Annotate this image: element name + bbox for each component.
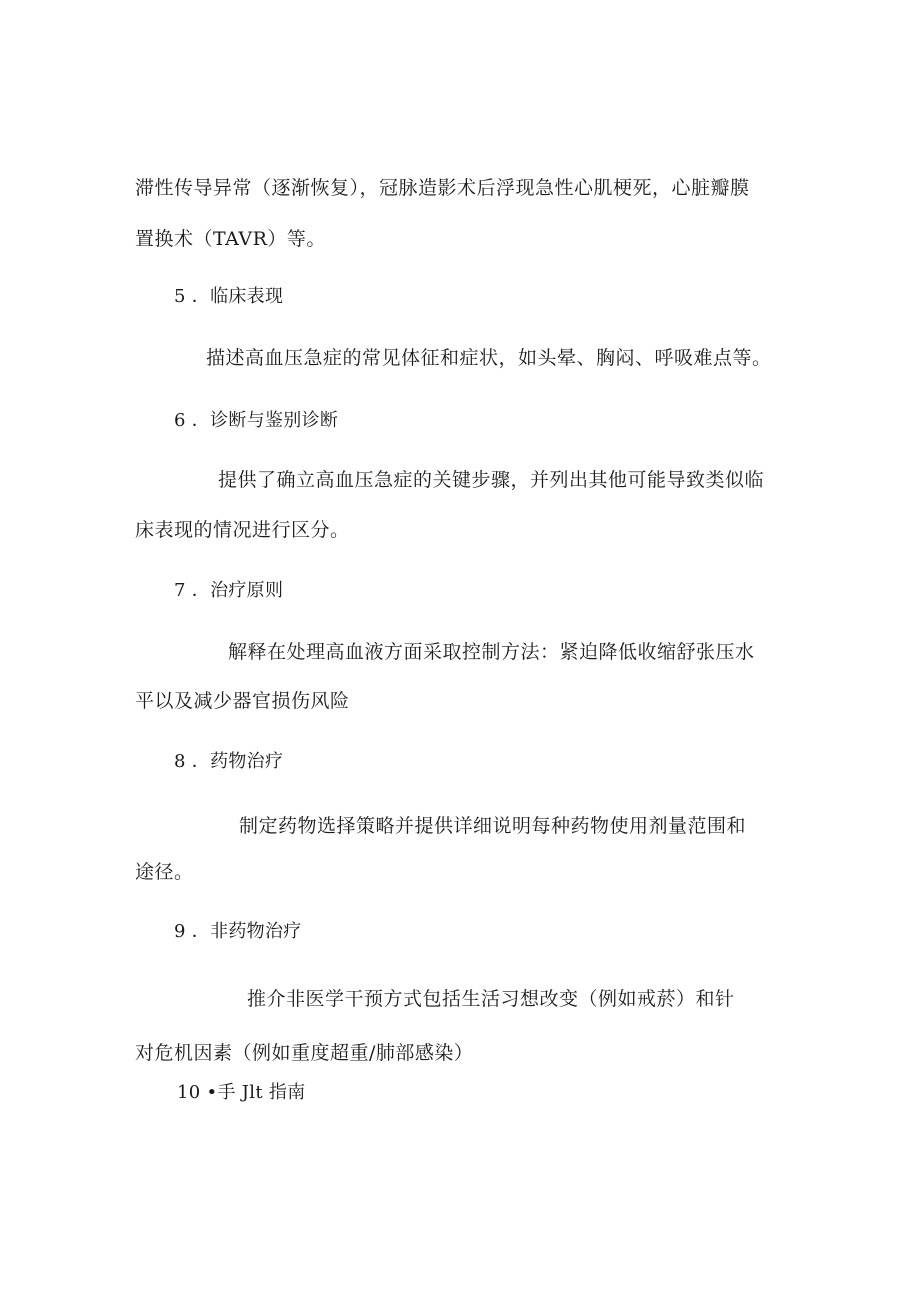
section-heading-8: 8 ．药物治疗 (174, 751, 284, 772)
section-heading-10: 10 •手 Jlt 指南 (177, 1082, 306, 1103)
section-heading-7: 7 ．治疗原则 (174, 580, 284, 601)
intro-line-1: 滞性传导异常（逐渐恢复），冠脉造影术后浮现急性心肌梗死，心脏瓣膜 (135, 177, 750, 199)
section-9-body-line-1: 推介非医学干预方式包括生活习想改变（例如戒菸）和针 (247, 988, 735, 1010)
section-heading-9: 9 ．非药物治疗 (174, 921, 302, 942)
intro-line-2: 置换术（TAVR）等。 (135, 228, 326, 250)
section-9-body-line-2: 对危机因素（例如重度超重/肺部感染） (135, 1042, 474, 1064)
section-7-body-line-2: 平以及减少器官损伤风险 (135, 690, 350, 712)
section-8-body-line-2: 途径。 (135, 861, 194, 883)
section-6-body-line-2: 床表现的情况进行区分。 (135, 519, 350, 541)
section-heading-6: 6 ．诊断与鉴别诊断 (174, 410, 339, 431)
section-heading-5: 5 ．临床表现 (174, 286, 284, 307)
section-7-body-line-1: 解释在处理高血液方面采取控制方法：紧迫降低收缩舒张压水 (228, 641, 755, 663)
section-8-body-line-1: 制定药物选择策略并提供详细说明每种药物使用剂量范围和 (239, 815, 747, 837)
section-6-body-line-1: 提供了确立高血压急症的关键步骤，并列出其他可能导致类似临 (218, 469, 765, 491)
section-5-body-line-1: 描述高血压急症的常见体征和症状，如头晕、胸闷、呼吸难点等。 (206, 347, 772, 369)
